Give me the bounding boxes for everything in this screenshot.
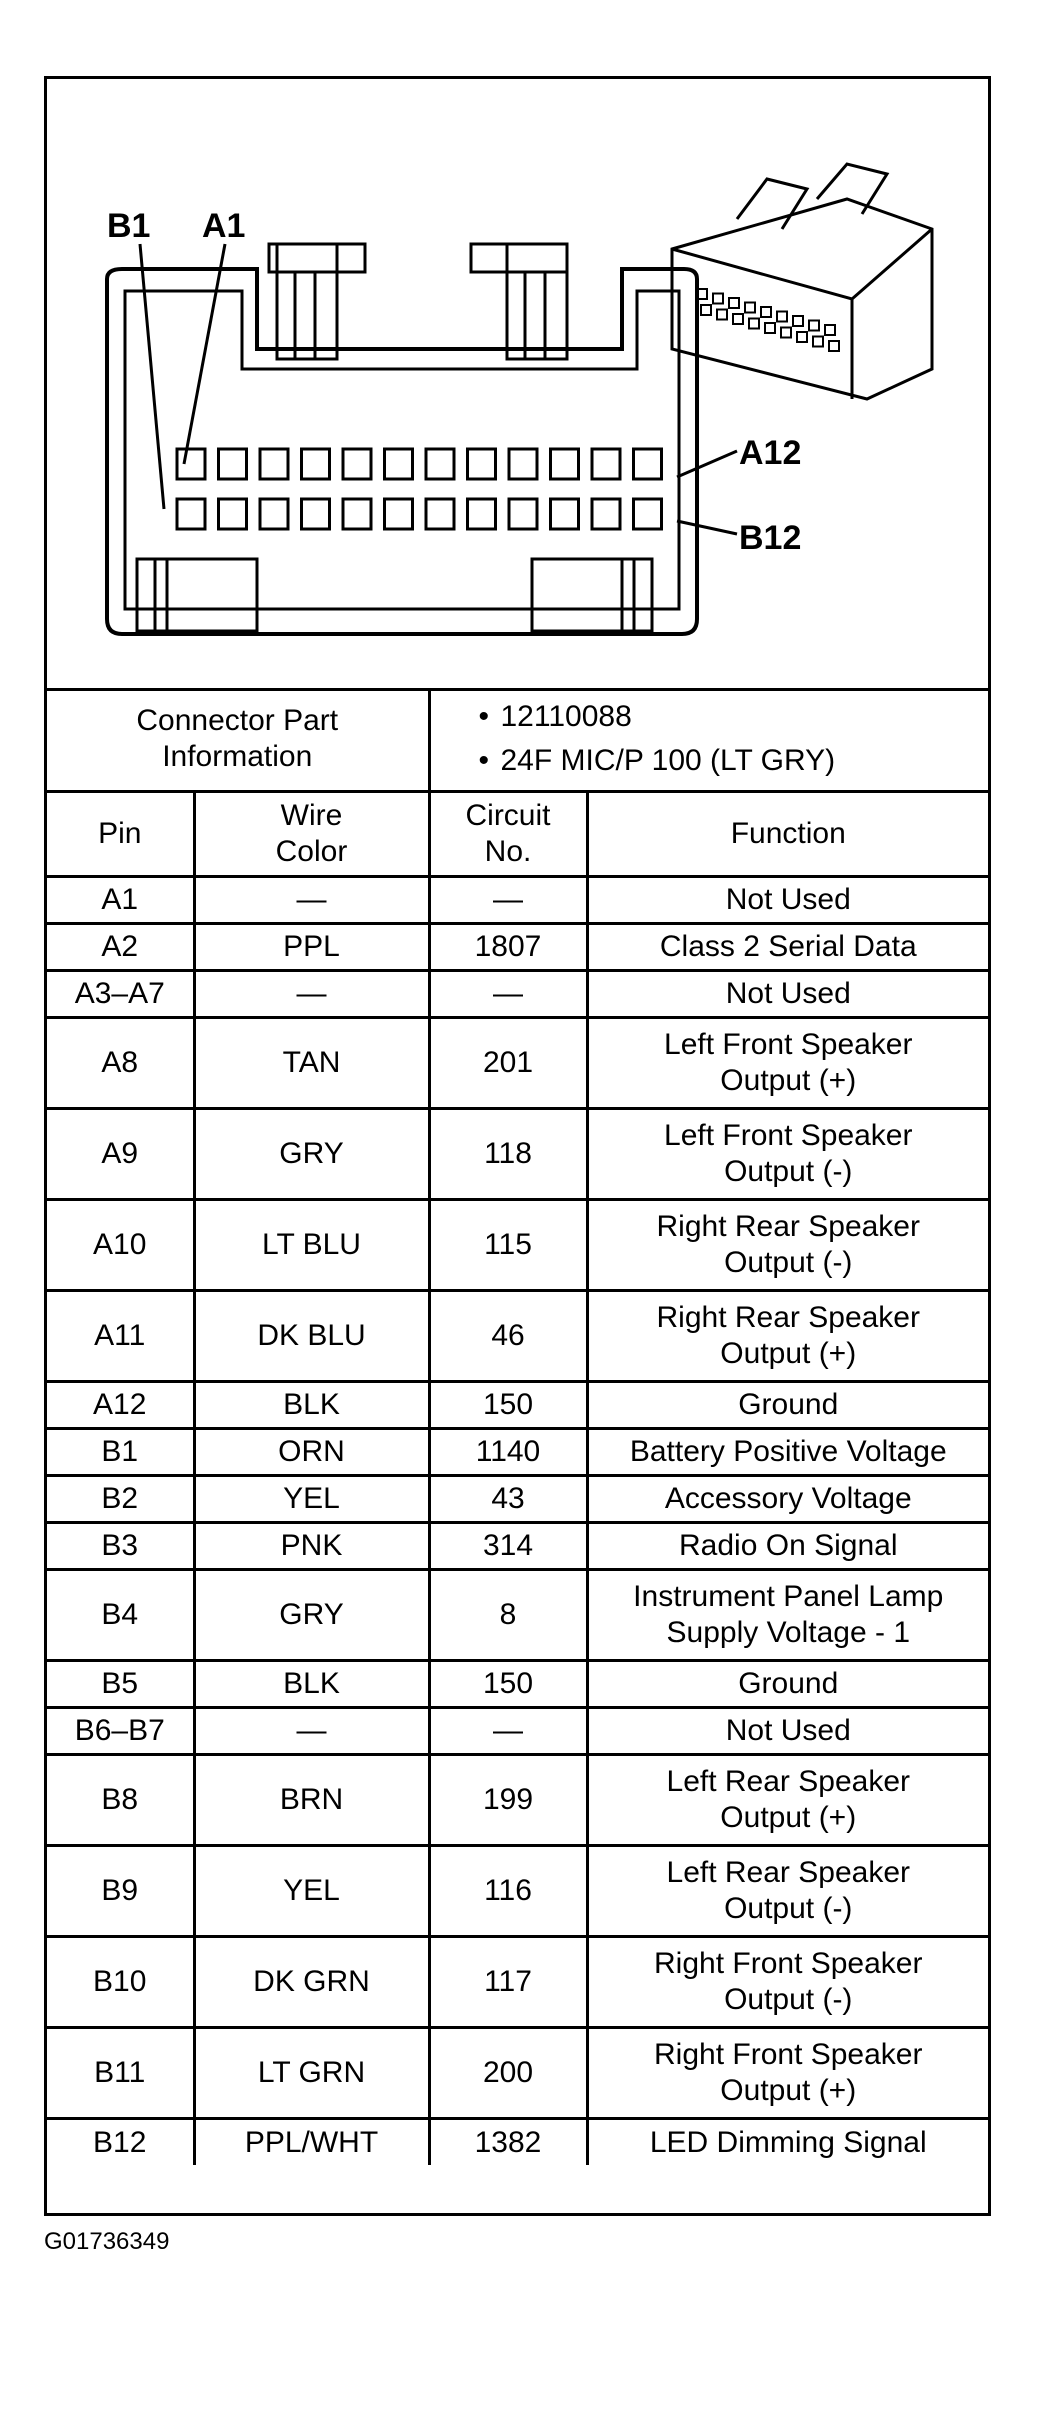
cavity xyxy=(343,499,371,529)
function-cell xyxy=(587,1428,988,1475)
connector-sheet xyxy=(44,76,991,2216)
wire-color-cell: GRY xyxy=(194,1108,429,1199)
right-latch xyxy=(471,244,567,359)
function-line: Ground xyxy=(738,1666,839,1700)
wire-color-cell: — xyxy=(194,970,429,1017)
iso-cavity xyxy=(749,319,759,329)
pin-cell: B6–B7 xyxy=(47,1707,194,1754)
wire-color-cell: BRN xyxy=(194,1754,429,1845)
cavity xyxy=(219,499,247,529)
function-line: Output (-) xyxy=(724,1154,853,1188)
iso-cavity xyxy=(825,325,835,335)
function-line: Accessory Voltage xyxy=(664,1481,912,1515)
wire-color-cell: TAN xyxy=(194,1017,429,1108)
table-row xyxy=(47,1199,988,1290)
iso-cavity xyxy=(701,305,711,315)
cavity xyxy=(302,499,330,529)
function-line: Radio On Signal xyxy=(679,1528,898,1562)
function-line: Not Used xyxy=(725,1713,851,1747)
circuit-cell: 1140 xyxy=(429,1428,587,1475)
cavity xyxy=(385,499,413,529)
wire-color-cell: BLK xyxy=(194,1381,429,1428)
circuit-cell: 43 xyxy=(429,1475,587,1522)
circuit-cell: 115 xyxy=(429,1199,587,1290)
label-a12: A12 xyxy=(739,434,802,472)
info-item xyxy=(479,739,989,783)
function-line: Output (-) xyxy=(724,1982,853,2016)
cavity xyxy=(468,499,496,529)
wire-color-cell: LT BLU xyxy=(194,1199,429,1290)
function-line: LED Dimming Signal xyxy=(649,2125,927,2159)
cavity xyxy=(509,449,537,479)
function-line: Instrument Panel Lamp xyxy=(633,1580,944,1614)
function-line: Left Front Speaker xyxy=(664,1028,913,1062)
function-line: Output (+) xyxy=(720,1063,857,1097)
cavity xyxy=(177,499,205,529)
pin-cell: A3–A7 xyxy=(47,970,194,1017)
function-cell xyxy=(587,1660,988,1707)
connector-face-drawing xyxy=(47,79,988,691)
cavity xyxy=(592,499,620,529)
function-line: Output (-) xyxy=(724,1245,853,1279)
iso-cavity xyxy=(781,328,791,338)
function-cell xyxy=(587,1290,988,1381)
left-latch xyxy=(269,244,365,359)
cavity xyxy=(343,449,371,479)
function-line: Supply Voltage - 1 xyxy=(666,1615,911,1649)
function-cell xyxy=(587,970,988,1017)
table-row xyxy=(47,923,988,970)
header-circuit-line2: No. xyxy=(484,834,532,868)
connector-type: 24F MIC/P 100 (LT GRY) xyxy=(500,743,836,777)
header-row xyxy=(47,791,988,876)
cavity xyxy=(509,499,537,529)
iso-cavity xyxy=(717,310,727,320)
function-line: Output (+) xyxy=(720,2073,857,2107)
table-row xyxy=(47,1569,988,1660)
table-row xyxy=(47,1707,988,1754)
table-row xyxy=(47,1522,988,1569)
wire-color-cell: YEL xyxy=(194,1475,429,1522)
function-line: Battery Positive Voltage xyxy=(629,1434,947,1468)
wire-color-cell: — xyxy=(194,876,429,923)
wire-color-cell: PPL xyxy=(194,923,429,970)
function-line: Output (+) xyxy=(720,1336,857,1370)
circuit-cell: 199 xyxy=(429,1754,587,1845)
pin-cavities xyxy=(177,449,662,529)
housing-outline xyxy=(107,269,697,634)
function-line: Ground xyxy=(738,1387,839,1421)
cavity xyxy=(426,449,454,479)
table-row xyxy=(47,1381,988,1428)
function-line: Right Rear Speaker xyxy=(656,1301,920,1335)
table-row xyxy=(47,876,988,923)
connector-part-info-label xyxy=(47,688,429,791)
cavity xyxy=(634,499,662,529)
cavity xyxy=(551,449,579,479)
header-pin: Pin xyxy=(47,791,194,876)
table-row xyxy=(47,1936,988,2027)
circuit-cell: 117 xyxy=(429,1936,587,2027)
pinout-table xyxy=(47,688,988,2165)
table-row xyxy=(47,1108,988,1199)
table-row xyxy=(47,2118,988,2165)
iso-cavity xyxy=(761,307,771,317)
iso-cavity xyxy=(813,337,823,347)
pin-cell: A1 xyxy=(47,876,194,923)
function-cell xyxy=(587,876,988,923)
bullet: • xyxy=(478,699,490,733)
connector-info-row xyxy=(47,688,988,791)
header-function: Function xyxy=(587,791,988,876)
wire-color-cell: PNK xyxy=(194,1522,429,1569)
function-cell xyxy=(587,1522,988,1569)
cavity xyxy=(551,499,579,529)
circuit-cell: 118 xyxy=(429,1108,587,1199)
iso-cavity xyxy=(793,316,803,326)
function-line: Not Used xyxy=(725,882,851,916)
wire-color-cell: DK BLU xyxy=(194,1290,429,1381)
function-line: Left Rear Speaker xyxy=(666,1765,910,1799)
connector-part-info-values xyxy=(429,688,988,791)
table-row xyxy=(47,1845,988,1936)
circuit-cell: 8 xyxy=(429,1569,587,1660)
cavity xyxy=(260,449,288,479)
iso-cavity xyxy=(777,312,787,322)
pin-cell: A2 xyxy=(47,923,194,970)
function-cell xyxy=(587,923,988,970)
function-cell xyxy=(587,2027,988,2118)
table-row xyxy=(47,2027,988,2118)
connector-diagram xyxy=(47,79,988,691)
pin-cell: A12 xyxy=(47,1381,194,1428)
pin-cell: B5 xyxy=(47,1660,194,1707)
function-cell xyxy=(587,2118,988,2165)
cavity xyxy=(385,449,413,479)
function-cell xyxy=(587,1199,988,1290)
wire-color-cell: BLK xyxy=(194,1660,429,1707)
function-line: Left Rear Speaker xyxy=(666,1856,910,1890)
function-cell xyxy=(587,1754,988,1845)
cavity xyxy=(302,449,330,479)
function-line: Right Rear Speaker xyxy=(656,1210,920,1244)
cavity xyxy=(634,449,662,479)
pin-cell: B12 xyxy=(47,2118,194,2165)
table-row xyxy=(47,1475,988,1522)
info-title-line2: Information xyxy=(162,739,313,773)
function-cell xyxy=(587,1845,988,1936)
connector-3d-view xyxy=(672,164,932,399)
function-line: Output (+) xyxy=(720,1800,857,1834)
iso-cavity xyxy=(745,303,755,313)
part-number: 12110088 xyxy=(500,699,632,733)
wire-color-cell: PPL/WHT xyxy=(194,2118,429,2165)
circuit-cell: 314 xyxy=(429,1522,587,1569)
circuit-cell: 1382 xyxy=(429,2118,587,2165)
function-line: Output (-) xyxy=(724,1891,853,1925)
table-row xyxy=(47,1754,988,1845)
circuit-cell: 116 xyxy=(429,1845,587,1936)
pin-cell: A9 xyxy=(47,1108,194,1199)
pin-cell: B3 xyxy=(47,1522,194,1569)
pin-cell: A11 xyxy=(47,1290,194,1381)
pin-cell: B1 xyxy=(47,1428,194,1475)
circuit-cell: — xyxy=(429,970,587,1017)
function-cell xyxy=(587,1707,988,1754)
wire-color-cell: YEL xyxy=(194,1845,429,1936)
cavity xyxy=(592,449,620,479)
circuit-cell: 46 xyxy=(429,1290,587,1381)
function-cell xyxy=(587,1108,988,1199)
label-b12: B12 xyxy=(739,519,802,557)
wire-color-cell: ORN xyxy=(194,1428,429,1475)
function-cell xyxy=(587,1475,988,1522)
circuit-cell: — xyxy=(429,876,587,923)
iso-cavity xyxy=(729,298,739,308)
function-cell xyxy=(587,1936,988,2027)
pin-cell: B10 xyxy=(47,1936,194,2027)
pin-cell: A10 xyxy=(47,1199,194,1290)
table-row xyxy=(47,1017,988,1108)
header-circuit xyxy=(429,791,587,876)
iso-cavity xyxy=(765,323,775,333)
wire-color-cell: DK GRN xyxy=(194,1936,429,2027)
cavity xyxy=(219,449,247,479)
table-row xyxy=(47,1660,988,1707)
label-a1: A1 xyxy=(202,207,246,245)
function-line: Class 2 Serial Data xyxy=(659,929,917,963)
cavity xyxy=(260,499,288,529)
bottom-key-left xyxy=(137,559,257,631)
function-line: Right Front Speaker xyxy=(654,2038,923,2072)
bottom-key-right xyxy=(532,559,652,631)
info-item xyxy=(479,695,989,739)
label-b1: B1 xyxy=(107,207,151,245)
table-row xyxy=(47,1290,988,1381)
leader-lines xyxy=(140,244,737,534)
function-line: Left Front Speaker xyxy=(664,1119,913,1153)
pin-cell: B9 xyxy=(47,1845,194,1936)
circuit-cell: 201 xyxy=(429,1017,587,1108)
header-circuit-line1: Circuit xyxy=(465,799,551,833)
wire-color-cell: GRY xyxy=(194,1569,429,1660)
figure-id: G01736349 xyxy=(44,2228,170,2255)
pin-cell: B11 xyxy=(47,2027,194,2118)
pin-cell: B8 xyxy=(47,1754,194,1845)
cavity xyxy=(177,449,205,479)
iso-cavity xyxy=(829,341,839,351)
function-line: Right Front Speaker xyxy=(654,1947,923,1981)
iso-cavity xyxy=(733,314,743,324)
circuit-cell: 150 xyxy=(429,1381,587,1428)
header-wire-color xyxy=(194,791,429,876)
info-title-line1: Connector Part xyxy=(136,704,339,738)
circuit-cell: 200 xyxy=(429,2027,587,2118)
function-cell xyxy=(587,1381,988,1428)
wire-color-cell: — xyxy=(194,1707,429,1754)
function-cell xyxy=(587,1017,988,1108)
circuit-cell: — xyxy=(429,1707,587,1754)
iso-cavity xyxy=(809,321,819,331)
cavity xyxy=(468,449,496,479)
cavity xyxy=(426,499,454,529)
header-wire-color-line1: Wire xyxy=(280,799,343,833)
bullet: • xyxy=(478,743,490,777)
function-cell xyxy=(587,1569,988,1660)
iso-cavity xyxy=(713,294,723,304)
table-row xyxy=(47,1428,988,1475)
table-row xyxy=(47,970,988,1017)
pin-cell: B4 xyxy=(47,1569,194,1660)
circuit-cell: 150 xyxy=(429,1660,587,1707)
iso-cavity xyxy=(797,332,807,342)
circuit-cell: 1807 xyxy=(429,923,587,970)
function-line: Not Used xyxy=(725,976,851,1010)
wire-color-cell: LT GRN xyxy=(194,2027,429,2118)
header-wire-color-line2: Color xyxy=(275,834,348,868)
pin-cell: B2 xyxy=(47,1475,194,1522)
pin-cell: A8 xyxy=(47,1017,194,1108)
